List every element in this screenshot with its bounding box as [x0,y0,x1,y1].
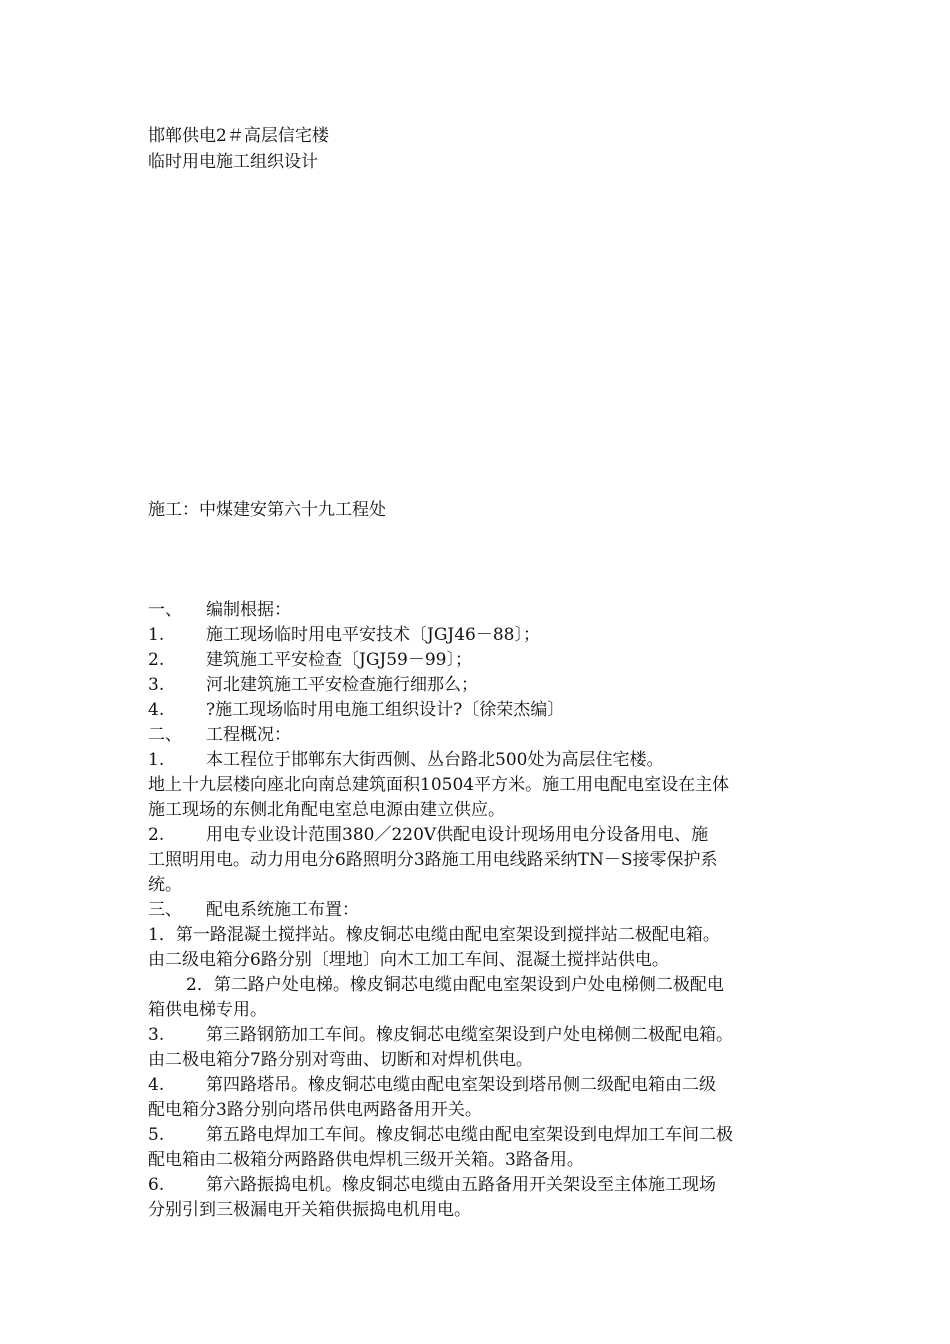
paragraph-line: 1．第一路混凝土搅拌站。橡皮铜芯电缆由配电室架设到搅拌站二极配电箱。 [148,925,720,945]
list-item [148,673,478,697]
list-item [148,623,540,647]
item-number: 2. [148,650,165,670]
item-text: 河北建筑施工平安检查施行细那么； [206,675,478,695]
paragraph-line [148,1023,733,1047]
section-heading-3 [148,898,359,922]
section-title: 编制根据： [206,600,291,620]
cover-builder: 施工：中煤建安第六十九工程处 [148,500,386,520]
paragraph-line: 工照明用电。动力用电分6路照明分3路施工用电线路采纳TN－S接零保护系 [148,850,718,870]
list-item [148,648,472,672]
paragraph-line: 配电箱由二极箱分两路路供电焊机三级开关箱。3路备用。 [148,1150,584,1170]
paragraph-line [148,1073,716,1097]
cover-title-line2: 临时用电施工组织设计 [148,152,318,172]
item-number: 1. [148,750,165,770]
item-number: 6. [148,1175,165,1195]
item-number: 3. [148,1025,165,1045]
item-text: 建筑施工平安检查〔JGJ59－99〕； [206,650,472,670]
paragraph-line: 箱供电梯专用。 [148,1000,267,1020]
paragraph-line [148,823,708,847]
item-number: 5. [148,1125,165,1145]
item-number: 2. [148,825,165,845]
paragraph-text: 第五路电焊加工车间。橡皮铜芯电缆由配电室架设到电焊加工车间二极 [206,1125,733,1145]
section-heading-2 [148,723,291,747]
paragraph-text: 第四路塔吊。橡皮铜芯电缆由配电室架设到塔吊侧二级配电箱由二级 [206,1075,716,1095]
paragraph-text: 第三路钢筋加工车间。橡皮铜芯电缆室架设到户处电梯侧二极配电箱。 [206,1025,733,1045]
section-heading-1 [148,598,291,622]
section-title: 配电系统施工布置： [206,900,359,920]
paragraph-line: 地上十九层楼向座北向南总建筑面积10504平方米。施工用电配电室设在主体 [148,775,730,795]
section-number: 一、 [148,600,182,620]
item-number: 4. [148,700,165,720]
paragraph-text: 本工程位于邯郸东大街西侧、丛台路北500处为高层住宅楼。 [206,750,664,770]
paragraph-line: 施工现场的东侧北角配电室总电源由建立供应。 [148,800,505,820]
section-title: 工程概况： [206,725,291,745]
paragraph-line: 分别引到三极漏电开关箱供振捣电机用电。 [148,1200,471,1220]
paragraph-text: 第六路振捣电机。橡皮铜芯电缆由五路备用开关架设至主体施工现场 [206,1175,716,1195]
paragraph-line: 由二极电箱分7路分别对弯曲、切断和对焊机供电。 [148,1050,533,1070]
section-number: 二、 [148,725,182,745]
paragraph-line: 统。 [148,875,182,895]
paragraph-line: 由二级电箱分6路分别〔埋地〕向木工加工车间、混凝土搅拌站供电。 [148,950,669,970]
paragraph-line: 2．第二路户处电梯。橡皮铜芯电缆由配电室架设到户处电梯侧二极配电 [186,975,724,995]
list-item [148,698,564,722]
paragraph-line [148,748,663,772]
paragraph-line: 配电箱分3路分别向塔吊供电两路备用开关。 [148,1100,482,1120]
item-text: ?施工现场临时用电施工组织设计?〔徐荣杰编〕 [206,700,565,720]
paragraph-line [148,1173,716,1197]
item-text: 施工现场临时用电平安技术〔JGJ46－88〕； [206,625,540,645]
cover-title-line1: 邯郸供电2＃高层信宅楼 [148,126,329,146]
paragraph-text: 用电专业设计范围380／220V供配电设计现场用电分设备用电、施 [206,825,709,845]
section-number: 三、 [148,900,182,920]
item-number: 3. [148,675,165,695]
item-number: 1. [148,625,165,645]
paragraph-line [148,1123,733,1147]
item-number: 4. [148,1075,165,1095]
